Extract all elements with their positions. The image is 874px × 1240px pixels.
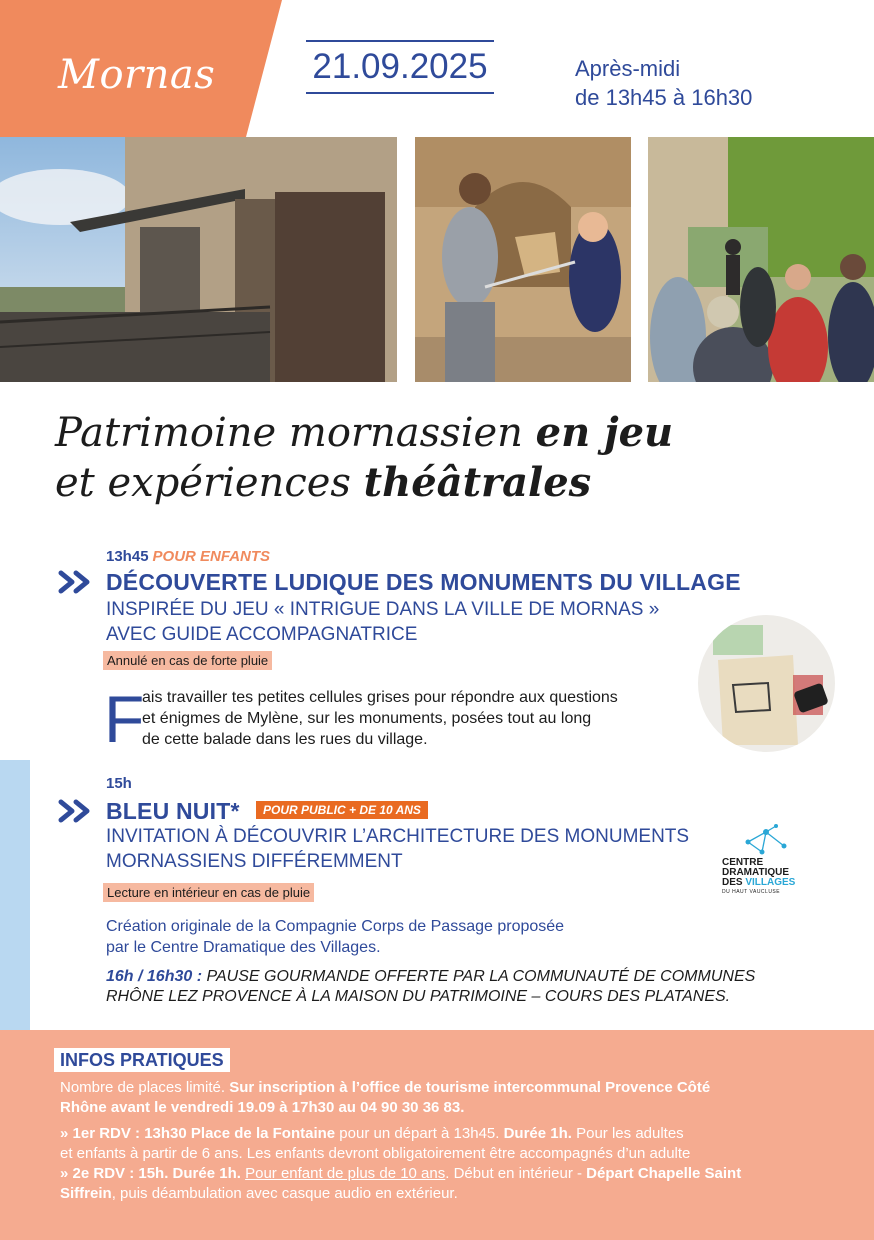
event2-title: BLEU NUIT*: [106, 798, 240, 824]
pause-text-1: PAUSE GOURMANDE OFFERTE PAR LA COMMUNAUTÉ DE COMMUNES: [202, 968, 756, 985]
event2-subtitle-2: MORNASSIENS DIFFÉREMMENT: [106, 851, 403, 872]
rdv1-text-2: Pour les adultes: [571, 1125, 684, 1142]
event2-weather-note: Lecture en intérieur en cas de pluie: [103, 883, 314, 902]
town-name: Mornas: [58, 52, 216, 98]
rdv1-duration: Durée 1h.: [503, 1125, 572, 1142]
event1-body-3: de cette balade dans les rues du village.: [142, 731, 428, 748]
infos-rdv1-line-2: et enfants à partir de 6 ans. Les enfants devront obligatoirement être accompagnés d’un adulte: [60, 1145, 691, 1162]
event1-subtitle-2: AVEC GUIDE ACCOMPAGNATRICE: [106, 624, 418, 645]
title-line-2: [55, 458, 673, 508]
event2-creation-line-1: Création originale de la Compagnie Corps de Passage proposée: [106, 918, 565, 935]
infos-rdv2-line-2: [60, 1184, 458, 1204]
time-line-afternoon: Après-midi: [575, 56, 681, 81]
rdv2-duration: Durée 1h.: [168, 1165, 241, 1182]
rdv1-label: 1er RDV : 13h30 Place de la Fontaine: [72, 1125, 336, 1142]
rdv2-label: 2e RDV : 15h.: [72, 1165, 169, 1182]
infos-rdv1-line-1: [60, 1124, 684, 1144]
infos-rdv2-line-1: [60, 1164, 741, 1184]
photo-building: [0, 137, 397, 382]
title-line2-plain: et expériences: [55, 460, 364, 506]
logo-line-2: DRAMATIQUE: [722, 867, 790, 878]
logo-text: [722, 858, 795, 896]
double-chevron-right-icon: [58, 570, 94, 594]
title-line2-bold: théâtrales: [363, 459, 592, 506]
photo-game-kit: [698, 615, 835, 752]
infos-registration-1: [60, 1078, 710, 1098]
logo-line-1: CENTRE: [722, 857, 764, 868]
photo-street-theatre: [648, 137, 874, 382]
event2-creation-text: [106, 916, 564, 958]
rdv1-text: pour un départ à 13h45.: [335, 1125, 504, 1142]
logo-line-3: [722, 878, 795, 888]
centre-dramatique-logo: [718, 822, 802, 906]
time-line-hours: de 13h45 à 16h30: [575, 85, 753, 110]
rdv2-departure: Départ Chapelle Saint: [586, 1165, 742, 1182]
event1-time-label: [106, 548, 270, 565]
double-chevron-right-icon: [58, 799, 94, 823]
infos-registration-bold: Sur inscription à l’office de tourisme intercommunal Provence Côté: [229, 1079, 711, 1096]
event2-audience-badge: POUR PUBLIC + DE 10 ANS: [256, 801, 428, 819]
pause-gourmande: [106, 967, 755, 1007]
constellation-icon: [718, 822, 802, 858]
event1-title: DÉCOUVERTE LUDIQUE DES MONUMENTS DU VILLAGE: [106, 569, 741, 595]
infos-places: Nombre de places limité.: [60, 1079, 230, 1096]
title-line-1: [55, 408, 673, 458]
logo-line-3a: DES: [722, 877, 746, 888]
infos-title: INFOS PRATIQUES: [54, 1048, 230, 1072]
rdv2-text: . Début en intérieur -: [445, 1165, 587, 1182]
pause-line-2: RHÔNE LEZ PROVENCE À LA MAISON DU PATRIMOINE – COURS DES PLATANES.: [106, 988, 731, 1005]
event1-time: 13h45: [106, 548, 149, 565]
event2-time-label: 15h: [106, 775, 132, 792]
photo-knights: [415, 137, 631, 382]
double-chevron-right-icon: »: [60, 1125, 73, 1142]
main-title: [55, 408, 673, 508]
event2-subtitle-1: INVITATION À DÉCOUVRIR L’ARCHITECTURE DES MONUMENTS: [106, 826, 690, 847]
event-time-range: [575, 54, 752, 112]
event1-dropcap: F: [104, 682, 145, 756]
side-accent-bar: [0, 760, 30, 1030]
infos-pratiques-section: [0, 1030, 874, 1240]
pause-line-1: [106, 967, 755, 987]
event1-body-1: ais travailler tes petites cellules grises pour répondre aux questions: [142, 689, 618, 706]
event1-subtitle-1: INSPIRÉE DU JEU « INTRIGUE DANS LA VILLE DE MORNAS »: [106, 599, 660, 620]
title-line1-bold: en jeu: [535, 409, 674, 456]
event-date: 21.09.2025: [306, 40, 494, 94]
pause-time: 16h / 16h30 :: [106, 968, 203, 985]
event1-weather-note: Annulé en cas de forte pluie: [103, 651, 272, 670]
double-chevron-right-icon: »: [60, 1165, 73, 1182]
logo-line-4: DU HAUT VAUCLUSE: [722, 889, 781, 895]
event2-creation-line-2: par le Centre Dramatique des Villages.: [106, 939, 381, 956]
infos-registration-2: [60, 1098, 464, 1118]
infos-registration-bold-2: Rhône avant le vendredi 19.09 à 17h30 au 04 90 30 36 83.: [60, 1099, 465, 1116]
rdv2-siffrein: Siffrein: [60, 1185, 112, 1202]
rdv2-text-2: , puis déambulation avec casque audio en extérieur.: [111, 1185, 458, 1202]
event1-body-2: et énigmes de Mylène, sur les monuments, posées tout au long: [142, 710, 592, 727]
logo-line-3b: VILLAGES: [745, 877, 796, 888]
rdv2-age: Pour enfant de plus de 10 ans: [245, 1165, 446, 1182]
event1-audience: POUR ENFANTS: [152, 548, 271, 565]
title-line1-plain: Patrimoine mornassien: [55, 410, 536, 456]
